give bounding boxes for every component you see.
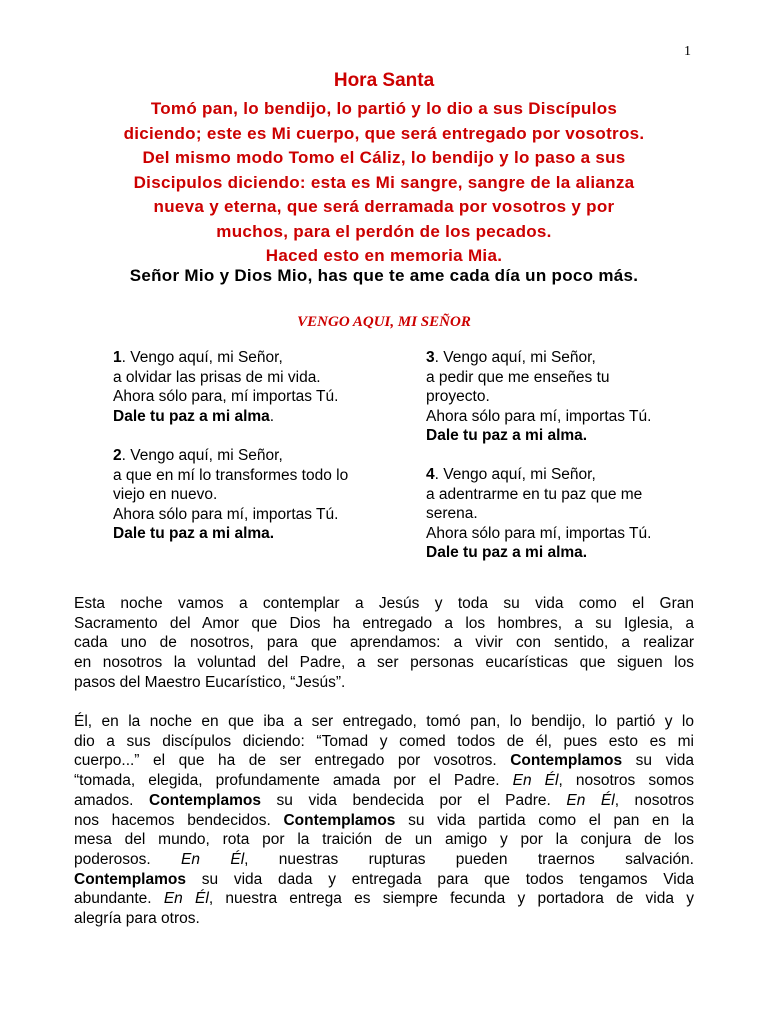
refrain-text: Dale tu paz a mi alma [113,407,270,425]
text-run: su vida [622,752,694,770]
paragraph-1 [74,594,694,693]
text-run: , nuestras rupturas pueden traernos salvación. [244,850,694,868]
emphasis-en-el: En Él [163,890,209,908]
stanza-first-line [113,446,403,466]
paragraph-line [74,751,694,771]
emphasis-contemplamos: Contemplamos [510,752,623,770]
text-run: poderosos. [74,850,182,868]
stanza-line: Ahora sólo para mí, importas Tú. [113,505,339,523]
song-title: VENGO AQUI, MI SEÑOR [297,314,471,330]
page-title: Hora Santa [333,70,435,91]
page-number: 1 [684,44,691,59]
paragraph-line: alegría para otros. [74,910,200,928]
stanza-refrain [113,524,403,544]
text-run: su vida partida como el pan en la [395,811,694,829]
stanza-line: a olvidar las prisas de mi vida. [113,368,321,386]
stanza-first-line [426,348,696,368]
stanza-refrain [113,407,403,427]
emphasis-contemplamos: Contemplamos [149,791,261,809]
text-run: “tomada, elegida, profundamente amada por el Padre. [74,772,513,790]
stanza-line: a adentrarme en tu paz que me [426,485,643,503]
text-run: , nuestra entrega es siempre fecunda y portadora de vida y [208,890,694,908]
paragraph-line: en nosotros la voluntad del Padre, a ser personas eucarísticas que siguen los [74,654,694,672]
stanza-line: . Vengo aquí, mi Señor, [434,466,596,483]
text-run: cuerpo...” el que ha de ser entregado por vosotros. [74,752,511,770]
refrain-text: Dale tu paz a mi alma. [426,427,588,445]
text-run: , nosotros [614,791,695,809]
stanza-line: . Vengo aquí, mi Señor, [434,349,596,366]
stanza-line: a que en mí lo transformes todo lo [113,466,349,484]
quote-line: Del mismo modo Tomo el Cáliz, lo bendijo y lo paso a sus [142,148,626,167]
quote-line: diciendo; este es Mi cuerpo, que será entregado por vosotros. [123,123,645,143]
paragraph-line [74,771,694,791]
refrain-text: Dale tu paz a mi alma. [113,525,275,543]
stanza-line: Ahora sólo para mí, importas Tú. [426,407,652,425]
stanza-line: serena. [426,505,478,523]
quote-line: nueva y eterna, que será derramada por vosotros y por [153,197,615,216]
text-run: abundante. [74,890,164,908]
paragraph-line: pasos del Maestro Eucarístico, “Jesús”. [74,673,346,691]
refrain-end: . [269,407,275,425]
paragraph-line [74,870,694,890]
paragraph-2 [74,712,694,929]
paragraph-line: dio a sus discípulos diciendo: “Tomad y comed todos de él, pues esto es mi [74,732,694,750]
stanza-line: Ahora sólo para mí, importas Tú. [426,524,652,542]
paragraph-line: Esta noche vamos a contemplar a Jesús y toda su vida como el Gran [74,595,694,612]
stanza-first-line [426,465,696,485]
paragraph-line: cada uno de nosotros, para que aprendamos: a vivir con sentido, a realizar [74,634,694,652]
stanza-2 [113,446,403,544]
prayer-line: Señor Mio y Dios Mio, has que te ame cada día un poco más. [129,266,639,285]
quote-line: muchos, para el perdón de los pecados. [216,221,552,241]
stanza-number: 1 [113,349,122,366]
paragraph-line: mesa del mundo, rota por la traición de un amigo y por la conjura de los [74,831,694,849]
text-run: nos hacemos bendecidos. [74,811,284,829]
stanza-line: Ahora sólo para, mí importas Tú. [113,388,339,406]
scripture-quote [60,97,708,269]
emphasis-en-el: En Él [181,850,245,868]
emphasis-en-el: En Él [512,772,559,790]
stanza-3 [426,348,696,446]
text-run: amados. [74,791,150,809]
quote-line: Haced esto en memoria Mia. [265,246,503,265]
emphasis-contemplamos: Contemplamos [74,870,186,888]
stanza-number: 4 [426,466,435,483]
stanza-line: viejo en nuevo. [113,486,218,504]
stanza-refrain [426,543,696,563]
stanza-line: proyecto. [426,388,490,406]
stanza-number: 3 [426,349,435,366]
text-run: su vida dada y entregada para que todos tengamos Vida [185,870,694,888]
paragraph-line: Sacramento del Amor que Dios ha entregado a los hombres, a su Iglesia, a [74,614,694,632]
paragraph-line [74,811,694,831]
stanza-4 [426,465,696,563]
quote-line: Discipulos diciendo: esta es Mi sangre, sangre de la alianza [133,172,635,192]
paragraph-line [74,889,694,909]
emphasis-en-el: En Él [566,791,615,809]
stanza-line: a pedir que me enseñes tu [426,368,610,386]
stanza-number: 2 [113,447,122,464]
paragraph-line [74,850,694,870]
stanza-first-line [113,348,403,368]
refrain-text: Dale tu paz a mi alma. [426,544,588,562]
stanza-line: . Vengo aquí, mi Señor, [121,447,283,464]
stanza-1 [113,348,403,426]
stanza-refrain [426,426,696,446]
stanza-line: . Vengo aquí, mi Señor, [121,349,283,366]
emphasis-contemplamos: Contemplamos [283,811,396,829]
paragraph-line: Él, en la noche en que iba a ser entregado, tomó pan, lo bendijo, lo partió y lo [74,713,694,730]
quote-line: Tomó pan, lo bendijo, lo partió y lo dio a sus Discípulos [150,99,618,118]
text-run: su vida bendecida por el Padre. [260,791,567,809]
paragraph-line [74,791,694,811]
text-run: , nosotros somos [558,772,694,790]
